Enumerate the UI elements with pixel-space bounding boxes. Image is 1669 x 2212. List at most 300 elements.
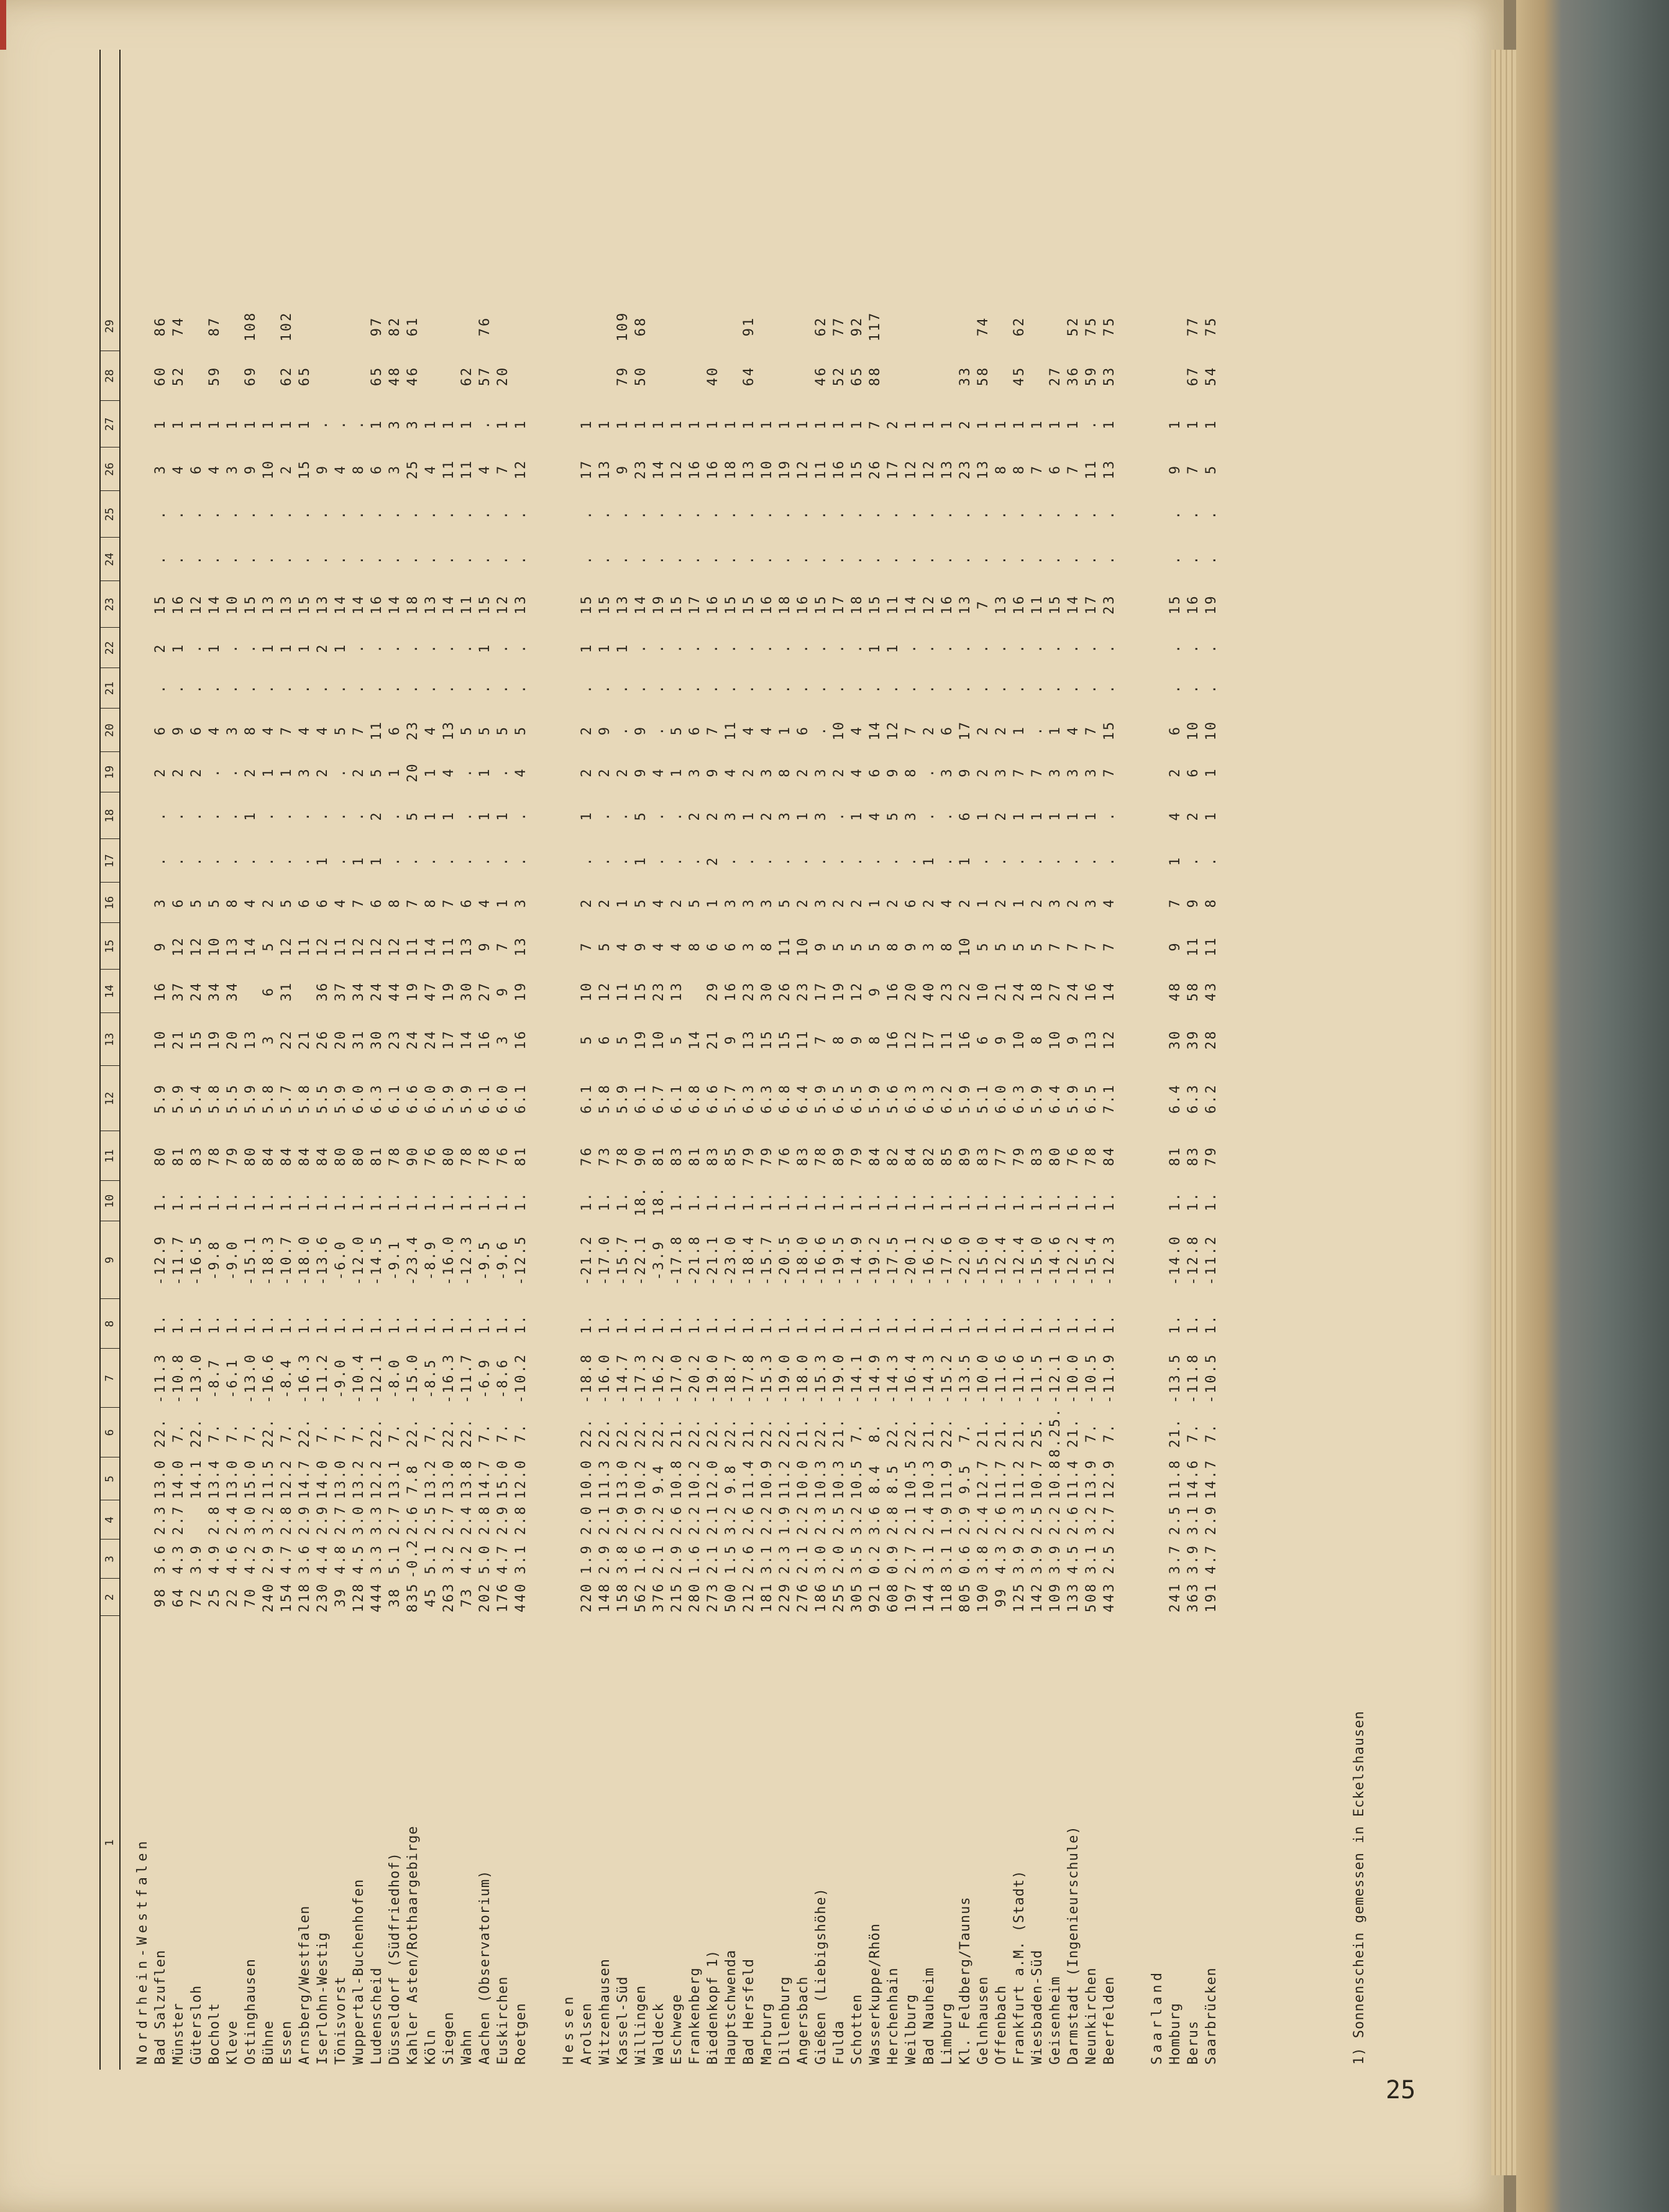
data-cell: 1: [495, 810, 511, 821]
data-cell: .: [153, 554, 168, 565]
data-cell: 52: [171, 365, 186, 387]
data-cell: 5: [207, 897, 222, 908]
data-cell: 13: [741, 459, 757, 480]
data-cell: 1.: [777, 1313, 793, 1334]
data-cell: .: [669, 509, 685, 520]
data-cell: 102: [279, 311, 295, 342]
data-cell: [686, 351, 704, 401]
data-cell: .: [723, 554, 739, 565]
data-cell: 83: [795, 1145, 811, 1167]
data-cell: 1: [1048, 725, 1063, 736]
data-cell: 3.9: [1186, 1544, 1201, 1574]
data-cell: 22.: [153, 1417, 168, 1448]
data-cell: .: [423, 509, 439, 520]
data-cell: 8.5: [885, 1464, 901, 1494]
data-cell: -19.0: [705, 1352, 721, 1404]
data-cell: 14: [207, 594, 222, 615]
data-cell: 13: [958, 594, 973, 615]
table-row: [386, 50, 404, 2070]
data-cell: 3: [1048, 897, 1063, 908]
data-cell: .: [1030, 643, 1045, 653]
data-cell: 14: [351, 594, 367, 615]
data-cell: 9.5: [958, 1464, 973, 1494]
data-cell: 10.5: [849, 1459, 865, 1499]
table-row: [1202, 50, 1220, 2070]
data-cell: 1: [153, 419, 168, 429]
data-cell: 3.0: [243, 1505, 258, 1535]
data-cell: 83: [705, 1145, 721, 1167]
data-cell: 16: [885, 1029, 901, 1050]
data-cell: [440, 351, 458, 401]
data-cell: 16: [171, 594, 186, 615]
data-cell: 3.1: [1084, 1544, 1099, 1574]
data-cell: .: [1012, 554, 1027, 565]
column-divider: [99, 708, 119, 709]
data-cell: 65: [297, 365, 313, 387]
data-cell: 1.: [958, 1313, 973, 1334]
data-cell: 1.: [261, 1313, 277, 1334]
data-cell: 6: [705, 941, 721, 952]
data-cell: .: [1030, 855, 1045, 866]
data-cell: 2.5: [1168, 1505, 1183, 1535]
data-cell: 12: [171, 936, 186, 957]
data-cell: 1: [261, 643, 277, 653]
data-cell: 15: [477, 594, 493, 615]
data-cell: .: [459, 855, 475, 866]
data-cell: .: [1048, 855, 1063, 866]
data-cell: 1.: [1084, 1313, 1099, 1334]
data-cell: 6.3: [741, 1083, 757, 1114]
data-cell: .: [225, 683, 240, 694]
data-cell: [884, 301, 902, 351]
data-cell: 2: [705, 855, 721, 866]
data-cell: 5: [405, 810, 421, 821]
data-cell: 11: [441, 459, 457, 480]
data-cell: .: [243, 554, 258, 565]
data-cell: 1: [921, 855, 937, 866]
data-cell: .: [369, 509, 385, 520]
data-cell: .: [261, 509, 277, 520]
data-cell: .: [903, 509, 919, 520]
data-cell: .: [441, 554, 457, 565]
data-cell: 7.: [477, 1422, 493, 1443]
data-cell: 81: [369, 1145, 385, 1167]
data-cell: -10.8: [171, 1352, 186, 1404]
data-cell: 2.0: [579, 1505, 595, 1535]
station-name: Angersbach: [795, 1976, 811, 2065]
data-cell: [992, 351, 1010, 401]
data-cell: -16.5: [189, 1234, 204, 1286]
data-cell: -16.4: [903, 1352, 919, 1404]
data-cell: 1.: [369, 1191, 385, 1211]
data-cell: -10.2: [513, 1352, 529, 1404]
data-cell: 2: [1066, 897, 1081, 908]
data-cell: 16: [958, 1029, 973, 1050]
table-row: [1100, 50, 1118, 2070]
data-cell: 2.7: [441, 1505, 457, 1535]
data-cell: 6.5: [1084, 1083, 1099, 1114]
data-cell: 24: [1012, 981, 1027, 1002]
data-cell: .: [441, 643, 457, 653]
data-cell: 15: [297, 459, 313, 480]
table-row: [1166, 50, 1184, 2070]
table-row: [776, 50, 794, 2070]
data-cell: 2: [261, 897, 277, 908]
data-cell: 6: [1186, 767, 1201, 778]
data-cell: 57: [477, 365, 493, 387]
data-cell: 25: [405, 459, 421, 480]
data-cell: 1: [423, 767, 439, 778]
data-cell: .: [333, 509, 349, 520]
data-cell: 1: [705, 897, 721, 908]
data-cell: 4.7: [279, 1544, 295, 1574]
data-cell: .: [207, 855, 222, 866]
data-cell: .: [423, 855, 439, 866]
data-cell: .: [1084, 855, 1099, 866]
data-cell: 16: [795, 594, 811, 615]
data-cell: 1: [441, 810, 457, 821]
data-cell: .: [777, 683, 793, 694]
data-cell: 1.: [849, 1191, 865, 1211]
table-row: [650, 50, 668, 2070]
data-cell: .: [633, 683, 649, 694]
data-cell: [188, 351, 206, 401]
data-cell: 14: [423, 936, 439, 957]
data-cell: 2.9: [669, 1544, 685, 1574]
data-cell: .: [513, 683, 529, 694]
data-cell: 154: [279, 1582, 295, 1613]
data-cell: -12.4: [994, 1234, 1009, 1286]
data-cell: 15: [243, 594, 258, 615]
data-cell: .: [777, 554, 793, 565]
data-cell: 7: [579, 941, 595, 952]
data-cell: -6.0: [333, 1240, 349, 1280]
column-divider: [99, 1298, 119, 1299]
data-cell: .: [1012, 683, 1027, 694]
data-cell: 2.8: [885, 1505, 901, 1535]
data-cell: .: [315, 419, 331, 429]
data-cell: 1: [1204, 767, 1219, 778]
data-cell: 1.: [741, 1313, 757, 1334]
station-name: Geisenheim: [1048, 1976, 1063, 2065]
data-cell: .: [153, 810, 168, 821]
data-cell: 1: [597, 643, 613, 653]
data-cell: 9: [171, 725, 186, 736]
data-cell: -17.5: [885, 1234, 901, 1286]
data-cell: 9: [723, 1034, 739, 1045]
data-cell: 82: [387, 316, 403, 337]
data-cell: 1.: [153, 1313, 168, 1334]
data-cell: 14: [903, 594, 919, 615]
data-cell: 1: [633, 855, 649, 866]
data-cell: 5: [477, 725, 493, 736]
data-cell: -16.0: [441, 1234, 457, 1286]
data-cell: 3: [994, 767, 1009, 778]
data-cell: 1: [477, 767, 493, 778]
data-cell: 4: [207, 725, 222, 736]
data-cell: 3.3: [369, 1505, 385, 1535]
column-header: 9: [103, 1257, 116, 1264]
data-cell: 109: [1048, 1582, 1063, 1613]
data-cell: 19: [651, 594, 667, 615]
data-cell: 4: [741, 725, 757, 736]
data-cell: .: [759, 855, 775, 866]
data-cell: 1.: [1186, 1191, 1201, 1211]
region-heading: Hessen: [561, 1993, 577, 2065]
data-cell: 4.8: [333, 1544, 349, 1574]
data-cell: 24: [369, 981, 385, 1002]
data-cell: 22: [279, 1029, 295, 1050]
data-cell: .: [669, 554, 685, 565]
data-cell: [188, 301, 206, 351]
header-rule-bottom: [119, 50, 121, 2070]
data-cell: 13.1: [387, 1459, 403, 1499]
data-cell: 1.: [171, 1191, 186, 1211]
data-cell: 3.0: [813, 1544, 829, 1574]
data-cell: 1.: [243, 1191, 258, 1211]
station-name: Biedenkopf 1): [705, 1949, 721, 2065]
data-cell: 19: [513, 981, 529, 1002]
data-cell: .: [1048, 509, 1063, 520]
data-cell: .: [261, 855, 277, 866]
data-cell: -15.2: [940, 1352, 955, 1404]
data-cell: 59: [1084, 365, 1099, 387]
data-cell: 47: [423, 981, 439, 1002]
column-header: 1: [103, 1839, 116, 1847]
data-cell: 8: [1204, 897, 1219, 908]
data-cell: 181: [759, 1582, 775, 1613]
data-cell: 1.: [495, 1191, 511, 1211]
station-name: Willingen: [633, 1985, 649, 2065]
data-cell: 6: [315, 897, 331, 908]
station-name: Eschwege: [669, 1994, 685, 2065]
data-cell: -12.0: [351, 1234, 367, 1286]
data-cell: -14.7: [615, 1352, 631, 1404]
column-header: 4: [103, 1517, 116, 1523]
data-cell: .: [849, 643, 865, 653]
data-cell: [260, 301, 278, 351]
data-cell: -10.5: [1084, 1352, 1099, 1404]
data-cell: 1: [976, 419, 991, 429]
station-name: Offenbach: [994, 1985, 1009, 2065]
data-cell: 142: [1030, 1582, 1045, 1613]
data-cell: 12: [513, 459, 529, 480]
data-cell: 4: [423, 725, 439, 736]
data-cell: 1: [831, 419, 847, 429]
data-cell: 14: [333, 594, 349, 615]
data-cell: .: [477, 855, 493, 866]
data-cell: .: [958, 509, 973, 520]
data-cell: 1: [615, 897, 631, 908]
data-cell: -11.2: [315, 1352, 331, 1404]
data-cell: 9: [958, 767, 973, 778]
data-cell: 1: [423, 419, 439, 429]
data-cell: 2: [921, 897, 937, 908]
data-cell: 77: [1186, 316, 1201, 337]
data-cell: 10.5: [903, 1459, 919, 1499]
data-cell: [596, 301, 614, 351]
table-row: [422, 50, 440, 2070]
data-cell: 220: [579, 1582, 595, 1613]
data-cell: 2.7: [903, 1544, 919, 1574]
data-cell: .: [1066, 509, 1081, 520]
data-cell: .: [651, 643, 667, 653]
data-cell: 15: [189, 1029, 204, 1050]
table-row: [614, 50, 632, 2070]
data-cell: 2.9: [297, 1505, 313, 1535]
data-cell: 9: [615, 464, 631, 475]
data-cell: 65: [849, 365, 865, 387]
data-cell: 8: [867, 1034, 883, 1045]
data-cell: 39: [333, 1587, 349, 1608]
data-cell: .: [405, 643, 421, 653]
data-cell: 15: [297, 594, 313, 615]
data-cell: 1: [171, 419, 186, 429]
data-cell: 2.1: [651, 1544, 667, 1574]
data-cell: 2.7: [387, 1505, 403, 1535]
table-row: [458, 50, 476, 2070]
data-cell: 2: [849, 897, 865, 908]
data-cell: 212: [741, 1582, 757, 1613]
data-cell: 58: [976, 365, 991, 387]
data-cell: -14.6: [1048, 1234, 1063, 1286]
data-cell: 6: [297, 897, 313, 908]
data-cell: [794, 301, 812, 351]
data-cell: -9.0: [225, 1240, 240, 1280]
data-cell: .: [189, 509, 204, 520]
data-cell: 9: [1066, 1034, 1081, 1045]
data-cell: .: [940, 554, 955, 565]
data-cell: .: [477, 683, 493, 694]
data-cell: .: [495, 643, 511, 653]
data-cell: 0.9: [885, 1544, 901, 1574]
data-cell: .: [1186, 683, 1201, 694]
data-cell: 13: [279, 594, 295, 615]
data-cell: .: [831, 855, 847, 866]
data-cell: -18.8: [579, 1352, 595, 1404]
data-cell: 11: [940, 1029, 955, 1050]
column-divider: [99, 1615, 119, 1616]
data-cell: [686, 970, 704, 1013]
data-cell: 5.9: [1030, 1083, 1045, 1114]
data-cell: 85: [723, 1145, 739, 1167]
data-cell: 1.: [495, 1313, 511, 1334]
data-cell: -15.0: [1030, 1234, 1045, 1286]
data-cell: 2.2: [687, 1505, 703, 1535]
data-cell: 3: [1084, 767, 1099, 778]
footnote: 1) Sonnenschein gemessen in Eckelshausen: [1351, 1710, 1367, 2065]
data-cell: -16.2: [651, 1352, 667, 1404]
data-cell: -8.5: [423, 1358, 439, 1398]
data-cell: 1.: [940, 1313, 955, 1334]
data-cell: 11.7: [994, 1459, 1009, 1499]
data-cell: 83: [1030, 1145, 1045, 1167]
data-cell: .: [171, 810, 186, 821]
data-cell: 1.: [831, 1313, 847, 1334]
data-cell: 3: [1066, 767, 1081, 778]
data-cell: 22.: [597, 1417, 613, 1448]
data-cell: .: [597, 810, 613, 821]
data-cell: [722, 301, 740, 351]
data-cell: .: [297, 810, 313, 821]
data-cell: 1.: [441, 1191, 457, 1211]
data-cell: 1: [423, 810, 439, 821]
data-cell: 2.3: [777, 1544, 793, 1574]
data-cell: 1.: [813, 1313, 829, 1334]
data-cell: [668, 301, 686, 351]
data-cell: 11: [1204, 936, 1219, 957]
data-cell: 83: [669, 1145, 685, 1167]
data-cell: 1.: [1030, 1191, 1045, 1211]
data-cell: .: [615, 855, 631, 866]
data-cell: .: [225, 643, 240, 653]
data-cell: .: [687, 643, 703, 653]
data-cell: 10: [207, 936, 222, 957]
data-cell: 2.2: [759, 1505, 775, 1535]
data-cell: -18.0: [297, 1234, 313, 1286]
data-cell: -14.5: [369, 1234, 385, 1286]
data-cell: .: [1084, 509, 1099, 520]
data-cell: 148: [597, 1582, 613, 1613]
data-cell: -16.3: [441, 1352, 457, 1404]
data-cell: .: [831, 509, 847, 520]
data-cell: 6: [597, 1034, 613, 1045]
data-cell: 20: [405, 762, 421, 782]
data-cell: 21.: [669, 1417, 685, 1448]
data-cell: -11.3: [153, 1352, 168, 1404]
data-cell: 13.2: [423, 1459, 439, 1499]
data-cell: .: [225, 554, 240, 565]
data-cell: .: [513, 643, 529, 653]
data-cell: 11: [459, 594, 475, 615]
data-cell: 1: [261, 767, 277, 778]
column-header: 7: [103, 1375, 116, 1382]
data-cell: 1: [976, 897, 991, 908]
data-cell: .: [225, 810, 240, 821]
data-cell: 58: [1186, 981, 1201, 1002]
data-cell: -10.5: [1204, 1352, 1219, 1404]
data-cell: 1: [207, 419, 222, 429]
data-cell: .: [903, 855, 919, 866]
data-cell: 1: [741, 810, 757, 821]
data-cell: 75: [1102, 316, 1117, 337]
data-cell: .: [849, 554, 865, 565]
data-cell: 6: [153, 725, 168, 736]
data-cell: 16: [687, 459, 703, 480]
data-cell: 24: [1066, 981, 1081, 1002]
data-cell: 1.: [651, 1313, 667, 1334]
data-cell: 5: [777, 897, 793, 908]
data-cell: .: [297, 683, 313, 694]
data-cell: 4.6: [225, 1544, 240, 1574]
data-cell: 1.9: [579, 1544, 595, 1574]
data-cell: 1: [1204, 419, 1219, 429]
data-cell: 10: [976, 981, 991, 1002]
data-cell: 3.0: [351, 1505, 367, 1535]
data-cell: 1: [315, 855, 331, 866]
data-cell: .: [459, 643, 475, 653]
data-cell: 5: [279, 897, 295, 908]
data-cell: 215: [669, 1582, 685, 1613]
data-cell: 5: [597, 941, 613, 952]
column-header: 8: [103, 1320, 116, 1328]
data-cell: .: [940, 810, 955, 821]
data-cell: 5: [333, 725, 349, 736]
data-cell: -12.3: [459, 1234, 475, 1286]
data-cell: -23.0: [723, 1234, 739, 1286]
data-cell: -12.9: [153, 1234, 168, 1286]
table-row: [632, 50, 650, 2070]
